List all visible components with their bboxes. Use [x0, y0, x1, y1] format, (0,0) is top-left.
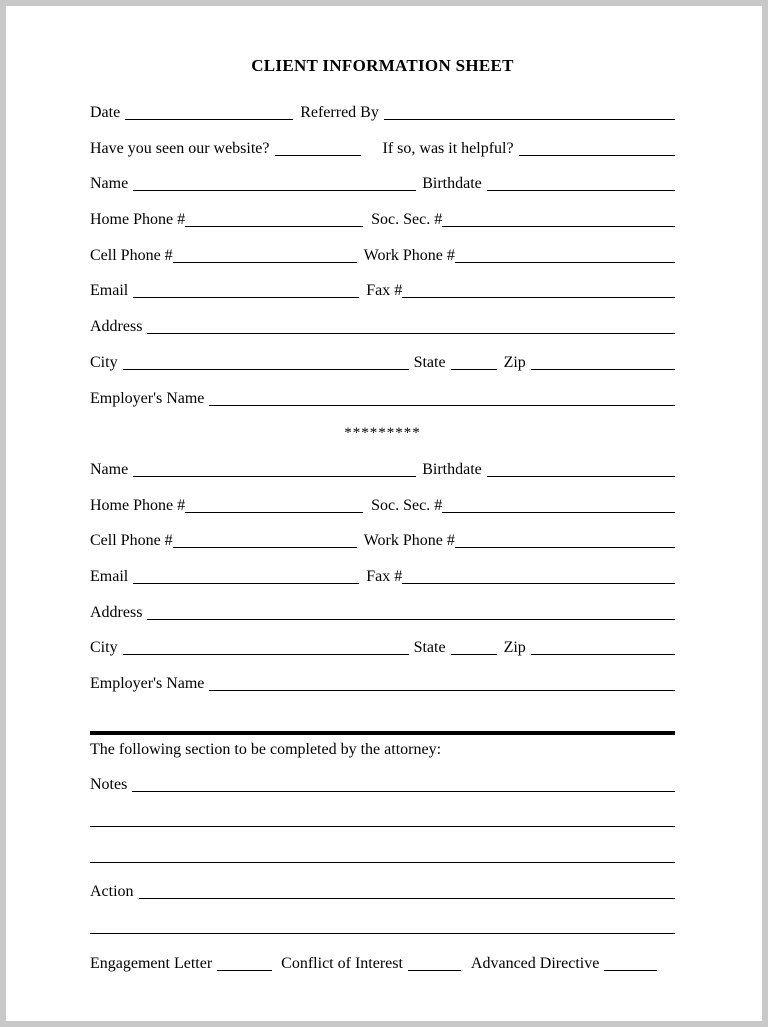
soc-sec-field-blank[interactable] — [442, 215, 675, 227]
fax-field-blank-2[interactable] — [402, 572, 675, 584]
address-label-2: Address — [90, 603, 143, 621]
referred-by-label: Referred By — [300, 104, 379, 121]
state-field-blank-2[interactable] — [451, 643, 497, 655]
row-homephone-ssn-2 — [90, 497, 675, 533]
row-homephone-ssn — [90, 211, 675, 247]
email-label: Email — [90, 282, 129, 300]
row-notes-continued-2 — [90, 848, 675, 884]
conflict-of-interest-label: Conflict of Interest — [281, 954, 403, 972]
state-label: State — [413, 353, 446, 371]
city-field-blank-2[interactable] — [123, 643, 409, 655]
state-field-blank[interactable] — [451, 358, 497, 370]
employer-label-2: Employer's Name — [90, 675, 205, 692]
conflict-of-interest-field-blank[interactable] — [408, 959, 461, 971]
address-label: Address — [90, 318, 143, 336]
attorney-heading-row — [90, 741, 675, 777]
name-field-blank-2[interactable] — [133, 465, 416, 477]
action-continuation-blank[interactable] — [90, 922, 675, 934]
row-action-continued — [90, 919, 675, 955]
work-phone-label: Work Phone # — [363, 246, 455, 264]
name-label: Name — [90, 175, 129, 193]
city-label: City — [90, 353, 118, 371]
employer-label: Employer's Name — [90, 389, 205, 407]
advanced-directive-field-blank[interactable] — [604, 959, 657, 971]
cell-phone-field-blank[interactable] — [173, 251, 357, 263]
soc-sec-field-blank-2[interactable] — [442, 501, 675, 513]
cell-phone-field-blank-2[interactable] — [173, 536, 357, 548]
section-separator — [90, 425, 675, 461]
notes-continuation-blank-1[interactable] — [90, 815, 675, 827]
city-label-2: City — [90, 639, 118, 657]
address-field-blank-2[interactable] — [147, 608, 675, 620]
address-field-blank[interactable] — [147, 322, 675, 334]
city-field-blank[interactable] — [123, 358, 409, 370]
fax-label: Fax # — [366, 282, 403, 300]
email-field-blank[interactable] — [133, 286, 359, 298]
zip-field-blank-2[interactable] — [531, 643, 675, 655]
engagement-letter-field-blank[interactable] — [217, 959, 272, 971]
fax-field-blank[interactable] — [402, 286, 675, 298]
row-city-state-zip-2 — [90, 639, 675, 675]
row-city-state-zip — [90, 354, 675, 390]
cell-phone-label: Cell Phone # — [90, 246, 173, 264]
row-notes-continued-1 — [90, 812, 675, 848]
row-address-2 — [90, 604, 675, 640]
home-phone-field-blank-2[interactable] — [185, 501, 363, 513]
birthdate-label: Birthdate — [422, 175, 482, 193]
row-cellphone-workphone-2 — [90, 532, 675, 568]
row-notes — [90, 776, 675, 812]
row-address — [90, 318, 675, 354]
name-field-blank[interactable] — [133, 179, 416, 191]
notes-field-blank[interactable] — [132, 780, 675, 792]
website-field-blank[interactable] — [275, 144, 361, 156]
row-name-birthdate — [90, 175, 675, 211]
birthdate-field-blank-2[interactable] — [487, 465, 675, 477]
helpful-field-blank[interactable] — [519, 144, 675, 156]
home-phone-label-2: Home Phone # — [90, 496, 186, 514]
notes-continuation-blank-2[interactable] — [90, 851, 675, 863]
row-employer-2 — [90, 675, 675, 711]
employer-field-blank[interactable] — [209, 394, 675, 406]
attorney-heading: The following section to be completed by the attorney: — [90, 740, 442, 758]
zip-label-2: Zip — [503, 639, 526, 657]
email-field-blank-2[interactable] — [133, 572, 359, 584]
action-label: Action — [90, 883, 134, 901]
cell-phone-label-2: Cell Phone # — [90, 532, 173, 550]
work-phone-label-2: Work Phone # — [363, 532, 455, 550]
row-email-fax-2 — [90, 568, 675, 604]
date-field-blank[interactable] — [125, 108, 293, 120]
engagement-letter-label: Engagement Letter — [90, 954, 213, 972]
row-action — [90, 883, 675, 919]
separator-asterisks: ********* — [344, 425, 421, 442]
notes-label: Notes — [90, 776, 128, 794]
helpful-question-label: If so, was it helpful? — [382, 139, 514, 157]
work-phone-field-blank[interactable] — [455, 251, 675, 263]
fax-label-2: Fax # — [366, 567, 403, 585]
zip-field-blank[interactable] — [531, 358, 675, 370]
work-phone-field-blank-2[interactable] — [455, 536, 675, 548]
row-engagement-conflict-directive — [90, 955, 675, 991]
home-phone-field-blank[interactable] — [185, 215, 363, 227]
home-phone-label: Home Phone # — [90, 211, 186, 229]
row-email-fax — [90, 282, 675, 318]
referred-by-field-blank[interactable] — [384, 108, 675, 120]
birthdate-label-2: Birthdate — [422, 460, 482, 478]
row-employer — [90, 390, 675, 426]
soc-sec-label: Soc. Sec. # — [371, 211, 443, 229]
action-field-blank[interactable] — [139, 887, 675, 899]
section-divider-rule — [90, 731, 675, 735]
birthdate-field-blank[interactable] — [487, 179, 675, 191]
document-page — [6, 6, 762, 1021]
zip-label: Zip — [503, 353, 526, 371]
row-cellphone-workphone — [90, 247, 675, 283]
employer-field-blank-2[interactable] — [209, 679, 675, 691]
row-name-birthdate-2 — [90, 461, 675, 497]
email-label-2: Email — [90, 567, 129, 585]
state-label-2: State — [413, 639, 446, 657]
date-label: Date — [90, 104, 121, 121]
row-date-referred — [90, 104, 675, 140]
name-label-2: Name — [90, 460, 129, 478]
advanced-directive-label: Advanced Directive — [470, 954, 600, 972]
website-question-label: Have you seen our website? — [90, 139, 270, 157]
document-title: CLIENT INFORMATION SHEET — [251, 56, 514, 75]
soc-sec-label-2: Soc. Sec. # — [371, 496, 443, 514]
row-website — [90, 140, 675, 176]
